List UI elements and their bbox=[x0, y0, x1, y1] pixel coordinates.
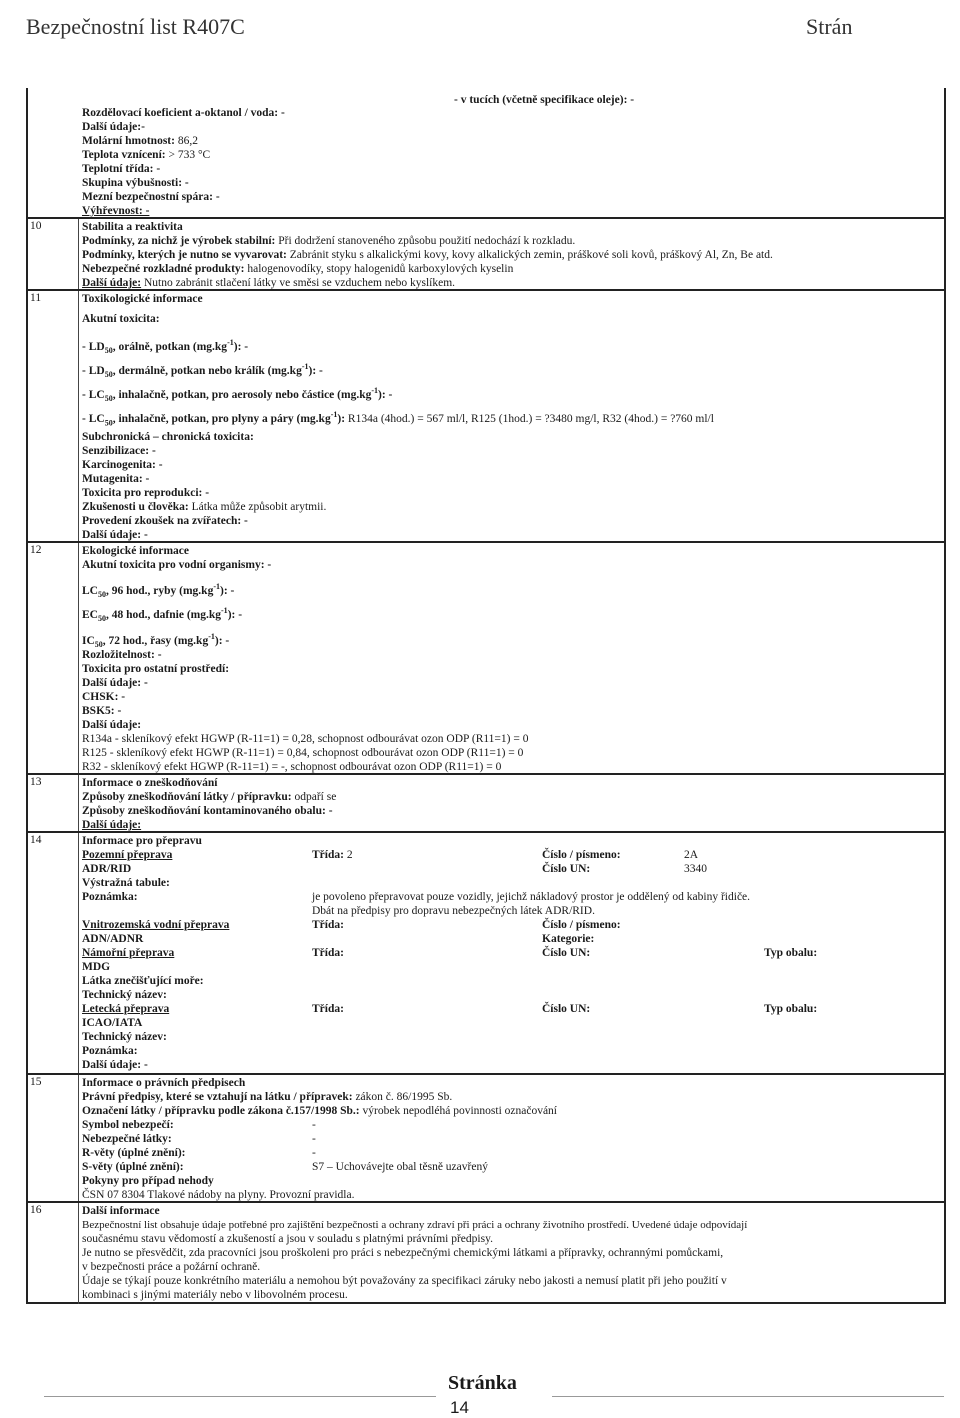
section-separator bbox=[28, 1201, 944, 1203]
section-title: Informace o zneškodňování bbox=[82, 777, 218, 789]
section-12-other: Další údaje: - bbox=[82, 677, 148, 689]
inland-water-transport: Vnitrozemská vodní přeprava bbox=[82, 919, 230, 931]
section-title: Ekologické informace bbox=[82, 545, 189, 557]
explosion-group: Skupina výbušnosti: - bbox=[82, 177, 189, 189]
header-page-label: Strán bbox=[806, 14, 853, 39]
adr-rid: ADR/RID bbox=[82, 863, 132, 875]
reproductive-toxicity: Toxicita pro reprodukci: - bbox=[82, 487, 210, 499]
road-number-letter-value: 2A bbox=[684, 849, 699, 861]
disposal-methods: Způsoby zneškodňování látky / přípravku: odpaří se bbox=[82, 791, 337, 803]
stability-conditions: Podmínky, za nichž je výrobek stabilní: Při dodržení stanoveného způsobu použití nedochází k rozkladu. bbox=[82, 235, 576, 247]
dangerous-substances-value: - bbox=[312, 1133, 316, 1145]
section-title: Toxikologické informace bbox=[82, 293, 203, 305]
air-class: Třída: bbox=[312, 1003, 344, 1015]
un-number-value: 3340 bbox=[684, 863, 707, 875]
inland-number-letter: Číslo / písmeno: bbox=[542, 919, 621, 931]
section-separator bbox=[28, 289, 944, 291]
r-phrases-value: - bbox=[312, 1147, 316, 1159]
hazard-symbol: Symbol nebezpečí: bbox=[82, 1119, 174, 1131]
note-label: Poznámka: bbox=[82, 891, 138, 903]
molar-mass: Molární hmotnost: 86,2 bbox=[82, 135, 198, 147]
decomposition-products: Nebezpečné rozkladné produkty: halogenovodíky, stopy halogenidů karboxylových kyselin bbox=[82, 263, 514, 275]
section-number: 12 bbox=[30, 544, 42, 556]
info-line: kombinaci s jinými materiály nebo v libovolném procesu. bbox=[82, 1289, 348, 1301]
road-transport: Pozemní přeprava bbox=[82, 849, 173, 861]
section-number: 13 bbox=[30, 776, 42, 788]
technical-name-2: Technický název: bbox=[82, 1031, 167, 1043]
footer-rule-left bbox=[44, 1396, 436, 1397]
adn-adnr: ADN/ADNR bbox=[82, 933, 144, 945]
section-number: 11 bbox=[30, 292, 42, 304]
section-title: Informace pro přepravu bbox=[82, 835, 202, 847]
sea-transport: Námořní přeprava bbox=[82, 947, 175, 959]
warning-plate: Výstražná tabule: bbox=[82, 877, 170, 889]
lc50-aerosol: - $LC_{50}$, inhalačně, potkan, pro aerosoly nebo částice $(mg.kg^{-1})$: - bbox=[82, 386, 393, 404]
inland-class: Třída: bbox=[312, 919, 344, 931]
sensitization: Senzibilizace: - bbox=[82, 445, 156, 457]
section-title: Informace o právních předpisech bbox=[82, 1077, 246, 1089]
labeling: Označení látky / přípravku podle zákona č.157/1998 Sb.: výrobek nepodléhá povinnosti označování bbox=[82, 1105, 558, 1117]
section-separator bbox=[28, 541, 944, 543]
avoid-conditions: Podmínky, kterých je nutno se vyvarovat: Zabránit styku s alkalickými kovy, kovy alkalických zemin, práškové soli kovů, práškový Al, Zn, Be atd. bbox=[82, 249, 773, 261]
ld50-oral: - $LD_{50}$, orálně, potkan $(mg.kg^{-1})$: - bbox=[82, 338, 249, 356]
section-separator bbox=[28, 1073, 944, 1075]
partition-coefficient: Rozdělovací koeficient a-oktanol / voda: - bbox=[82, 107, 285, 119]
sea-un-number: Číslo UN: bbox=[542, 947, 591, 959]
info-line: Údaje se týkají pouze konkrétního materiálu a nemohou být považovány za specifikaci záruky nebo jakosti a nemusí platit při jeho použití v bbox=[82, 1275, 727, 1287]
sea-class: Třída: bbox=[312, 947, 344, 959]
un-number-label: Číslo UN: bbox=[542, 863, 591, 875]
document-header-title: Bezpečnostní list R407C bbox=[26, 14, 245, 39]
r-phrases: R-věty (úplné znění): bbox=[82, 1147, 186, 1159]
temperature-class: Teplotní třída: - bbox=[82, 163, 161, 175]
info-line: Bezpečnostní list obsahuje údaje potřebné pro zajištění bezpečnosti a ochrany zdraví při práci a ochrany životního prostředí. Uvedené údaje odpovídají bbox=[82, 1219, 748, 1231]
mutagenicity: Mutagenita: - bbox=[82, 473, 150, 485]
footer-rule-right bbox=[552, 1396, 944, 1397]
air-packaging-type: Typ obalu: bbox=[764, 1003, 818, 1015]
lc50-gas: - $LC_{50}$, inhalačně, potkan, pro plyny a páry $(mg.kg^{-1})$: R134a (4hod.) = 567 ml/l, R125 (1hod.) = ?3480 mg/l, R32 (4hod.) = ?760 ml/l bbox=[82, 410, 714, 428]
section-number: 10 bbox=[30, 220, 42, 232]
info-line: v bezpečnosti práce a požární ochraně. bbox=[82, 1261, 261, 1273]
ic50-algae: $IC_{50}$, 72 hod., řasy $(mg.kg^{-1})$: - bbox=[82, 632, 230, 650]
section-separator bbox=[28, 773, 944, 775]
s-phrases-value: S7 – Uchovávejte obal těsně uzavřený bbox=[312, 1161, 488, 1173]
marine-pollutant: Látka znečišťující moře: bbox=[82, 975, 204, 987]
other-data: Další údaje:- bbox=[82, 121, 145, 133]
icao-iata: ICAO/IATA bbox=[82, 1017, 143, 1029]
section-13-other: Další údaje: bbox=[82, 819, 142, 831]
column-divider bbox=[78, 217, 79, 1304]
ignition-temperature: Teplota vznícení: > 733 °C bbox=[82, 149, 211, 161]
csn-standard: ČSN 07 8304 Tlakové nádoby na plyny. Provozní pravidla. bbox=[82, 1189, 355, 1201]
mdg: MDG bbox=[82, 961, 111, 973]
section-14-other: Další údaje: - bbox=[82, 1059, 148, 1071]
acute-toxicity-label: Akutní toxicita: bbox=[82, 313, 160, 325]
environment-toxicity: Toxicita pro ostatní prostředí: bbox=[82, 663, 230, 675]
chsk: CHSK: - bbox=[82, 691, 126, 703]
section-10-other: Další údaje: Nutno zabránit stlačení látky ve směsi se vzduchem nebo kyslíkem. bbox=[82, 277, 456, 289]
dangerous-substances: Nebezpečné látky: bbox=[82, 1133, 172, 1145]
footer-page-number: 14 bbox=[450, 1398, 469, 1417]
safety-gap: Mezní bezpečnostní spára: - bbox=[82, 191, 220, 203]
section-separator bbox=[28, 831, 944, 833]
packaging-disposal: Způsoby zneškodňování kontaminovaného obalu: - bbox=[82, 805, 333, 817]
air-transport: Letecká přeprava bbox=[82, 1003, 170, 1015]
calorific-value: Výhřevnost: - bbox=[82, 205, 150, 217]
r125-gwp: R125 - skleníkový efekt HGWP (R-11=1) = 0,84, schopnost odbourávat ozon ODP (R11=1) = 0 bbox=[82, 747, 524, 759]
bsk5: BSK5: - bbox=[82, 705, 122, 717]
degradability: Rozložitelnost: - bbox=[82, 649, 162, 661]
sea-packaging-type: Typ obalu: bbox=[764, 947, 818, 959]
note-label-2: Poznámka: bbox=[82, 1045, 138, 1057]
r32-gwp: R32 - skleníkový efekt HGWP (R-11=1) = -, schopnost odbourávat ozon ODP (R11=1) = 0 bbox=[82, 761, 502, 773]
oil-note: - v tucích (včetně specifikace oleje): - bbox=[454, 94, 635, 106]
ec50-daphnia: $EC_{50}$, 48 hod., dafnie $(mg.kg^{-1})$: - bbox=[82, 606, 243, 624]
section-title: Stabilita a reaktivita bbox=[82, 221, 183, 233]
subchronic-toxicity: Subchronická – chronická toxicita: bbox=[82, 431, 254, 443]
road-number-letter-label: Číslo / písmeno: bbox=[542, 849, 621, 861]
info-line: Je nutno se přesvědčit, zda pracovníci jsou proškoleni pro práci s nebezpečnými chemickými látkami a přípravky, ochrannými pomůckami, bbox=[82, 1247, 724, 1259]
accident-instructions: Pokyny pro případ nehody bbox=[82, 1175, 214, 1187]
carcinogenicity: Karcinogenita: - bbox=[82, 459, 163, 471]
air-un-number: Číslo UN: bbox=[542, 1003, 591, 1015]
info-line: současnému stavu vědomostí a zkušeností a jsou v souladu s platnými právními předpisy. bbox=[82, 1233, 493, 1245]
section-11-other: Další údaje: - bbox=[82, 529, 148, 541]
technical-name: Technický název: bbox=[82, 989, 167, 1001]
category-label: Kategorie: bbox=[542, 933, 595, 945]
r134a-gwp: R134a - skleníkový efekt HGWP (R-11=1) = 0,28, schopnost odbourávat ozon ODP (R11=1) = 0 bbox=[82, 733, 529, 745]
lc50-fish: $LC_{50}$, 96 hod., ryby $(mg.kg^{-1})$: - bbox=[82, 582, 235, 600]
section-title: Další informace bbox=[82, 1205, 160, 1217]
legal-regulations: Právní předpisy, které se vztahují na látku / přípravek: zákon č. 86/1995 Sb. bbox=[82, 1091, 453, 1103]
ld50-dermal: - $LD_{50}$, dermálně, potkan nebo králík $(mg.kg^{-1})$: - bbox=[82, 362, 323, 380]
hazard-symbol-value: - bbox=[312, 1119, 316, 1131]
aquatic-toxicity: Akutní toxicita pro vodní organismy: - bbox=[82, 559, 272, 571]
note-value: je povoleno přepravovat pouze vozidly, jejichž nákladový prostor je oddělený od kabiny řidiče. bbox=[312, 891, 751, 903]
s-phrases: S-věty (úplné znění): bbox=[82, 1161, 184, 1173]
section-number: 16 bbox=[30, 1204, 42, 1216]
section-number: 14 bbox=[30, 834, 42, 846]
human-experience: Zkušenosti u člověka: Látka může způsobit arytmii. bbox=[82, 501, 327, 513]
note-value-2: Dbát na předpisy pro dopravu nebezpečných látek ADR/RID. bbox=[312, 905, 595, 917]
footer-page-label: Stránka bbox=[448, 1372, 517, 1394]
animal-testing: Provedení zkoušek na zvířatech: - bbox=[82, 515, 248, 527]
road-class: Třída: 2 bbox=[312, 849, 353, 861]
section-12-other-2: Další údaje: bbox=[82, 719, 142, 731]
section-number: 15 bbox=[30, 1076, 42, 1088]
section-separator bbox=[28, 217, 944, 219]
